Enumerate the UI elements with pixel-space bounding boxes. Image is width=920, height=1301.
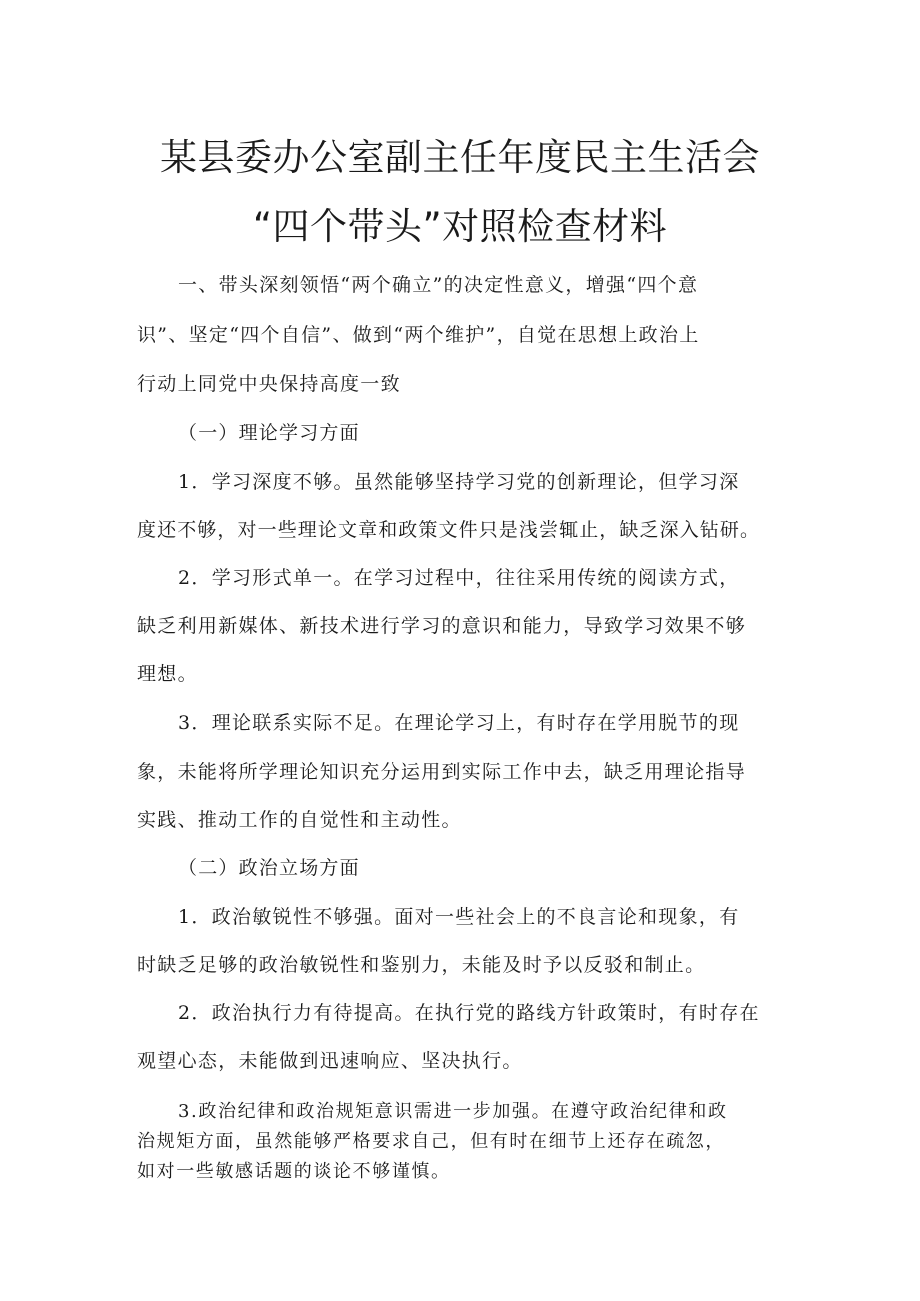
- document-title-line-2: “四个带头”对照检查材料: [252, 205, 668, 248]
- heading-1-line: 一、带头深刻领悟“两个确立”的决定性意义，增强“四个意: [178, 274, 699, 296]
- paragraph-line: 时缺乏足够的政治敏锐性和鉴别力，未能及时予以反驳和制止。: [137, 954, 706, 976]
- paragraph-line: 观望心态，未能做到迅速响应、坚决执行。: [137, 1050, 523, 1072]
- paragraph-line: 象，未能将所学理论知识充分运用到实际工作中去，缺乏用理论指导: [137, 761, 747, 783]
- paragraph-line: 理想。: [137, 663, 198, 685]
- paragraph-line: 治规矩方面，虽然能够严格要求自己，但有时在细节上还存在疏忽，: [137, 1131, 725, 1152]
- paragraph-line: 度还不够，对一些理论文章和政策文件只是浅尝辄止，缺乏深入钻研。: [137, 519, 761, 541]
- heading-1-line: 行动上同党中央保持高度一致: [137, 373, 401, 395]
- heading-1-line: 识”、坚定“四个自信”、做到“两个维护”，自觉在思想上政治上: [137, 324, 700, 346]
- paragraph-line: 3.政治纪律和政治规矩意识需进一步加强。在遵守政治纪律和政: [178, 1101, 728, 1122]
- paragraph-line: 如对一些敏感话题的谈论不够谨慎。: [137, 1161, 451, 1182]
- section-1-title-text: （一）理论学习方面: [178, 422, 360, 444]
- document-title-line-1: 某县委办公室副主任年度民主生活会: [160, 136, 760, 179]
- paragraph-line: 1．政治敏锐性不够强。面对一些社会上的不良言论和现象，有: [178, 906, 740, 928]
- paragraph-line: 3．理论联系实际不足。在理论学习上，有时存在学用脱节的现: [178, 712, 740, 734]
- paragraph-line: 缺乏利用新媒体、新技术进行学习的意识和能力，导致学习效果不够: [137, 615, 747, 637]
- paragraph-line: 2．学习形式单一。在学习过程中，往往采用传统的阅读方式，: [178, 567, 740, 589]
- paragraph-line: 1．学习深度不够。虽然能够坚持学习党的创新理论，但学习深: [178, 471, 740, 493]
- paragraph-line: 2．政治执行力有待提高。在执行党的路线方针政策时，有时存在: [178, 1002, 760, 1024]
- paragraph-line: 实践、推动工作的自觉性和主动性。: [137, 809, 462, 831]
- section-2-title-text: （二）政治立场方面: [178, 857, 360, 879]
